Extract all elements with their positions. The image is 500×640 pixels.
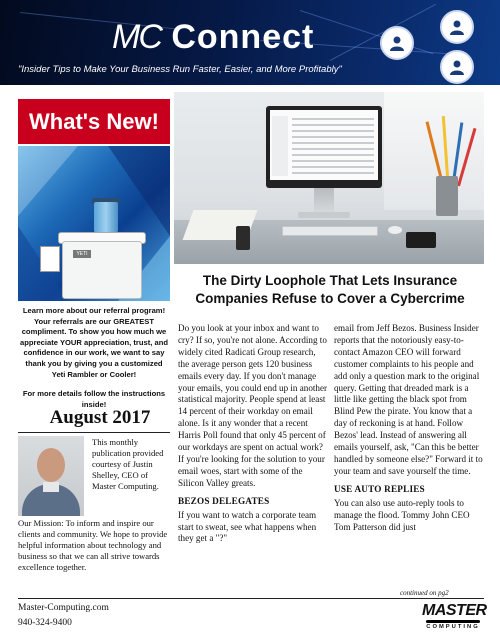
logo-subtext: COMPUTING — [426, 624, 480, 630]
yeti-promo-image — [18, 146, 170, 301]
network-person-icon — [440, 50, 474, 84]
article-column-1 — [178, 323, 328, 545]
issue-date: August 2017 — [49, 407, 151, 428]
article-column-2 — [334, 323, 484, 533]
cooler-logo: YETI — [73, 250, 91, 258]
article-paragraph: You can also use auto-reply tools to manage the flood. Tommy John CEO Tom Patterson did just — [334, 497, 470, 532]
brand-mc: MC — [112, 18, 161, 56]
header-banner — [0, 0, 500, 85]
network-person-icon — [380, 26, 414, 60]
referral-blurb — [18, 306, 170, 410]
article-subhead: BEZOS DELEGATES — [178, 495, 270, 506]
whats-new-heading: What's New! — [18, 99, 170, 144]
brand-rest: Connect — [160, 18, 315, 56]
divider — [18, 432, 170, 433]
desk-computer-photo — [174, 92, 484, 264]
logo-swoosh — [426, 620, 480, 623]
referral-paragraph: Learn more about our referral program! Your referrals are our GREATEST compliment. To show you how much we appreciate YOUR appreciation, trust, and confidence in our work, we want to say thank you by giving you a customized Yeti Rambler or Cooler! — [20, 306, 168, 379]
network-person-icon — [440, 10, 474, 44]
master-computing-logo — [420, 600, 487, 634]
newsletter-tagline: "Insider Tips to Make Your Business Run Faster, Easier, and More Profitably" — [18, 64, 342, 75]
footer-divider — [18, 598, 484, 599]
article-headline: The Dirty Loophole That Lets Insurance Companies Refuse to Cover a Cybercrime — [195, 273, 465, 306]
cooler-tag — [40, 246, 60, 272]
ceo-portrait — [18, 436, 84, 516]
article-paragraph: If you want to watch a corporate team start to sweat, see what happens when they get a "?" — [178, 509, 317, 544]
courtesy-text: This monthly publication provided courtesy of Justin Shelley, CEO of Master Computing. — [92, 437, 164, 491]
newsletter-title — [112, 18, 314, 57]
article-subhead: USE AUTO REPLIES — [334, 483, 425, 494]
mission-statement: Our Mission: To inform and inspire our clients and community. We hope to provide helpful information about technology and business so that we can all strive towards excellence together. — [18, 518, 168, 572]
yeti-tumbler — [94, 202, 118, 234]
logo-word: MASTER — [422, 602, 487, 619]
website-link[interactable]: Master-Computing.com — [18, 603, 109, 613]
continued-note: continued on pg2 — [400, 589, 449, 597]
referral-instructions: For more details follow the instructions inside! — [22, 389, 166, 409]
article-paragraph: email from Jeff Bezos. Business Insider reports that the notoriously easy-to-contact Amazon CEO will forward customer complaints to his people and add only a question mark to the original query. Getting that dreaded mark is a little like getting the black spot from Blind Pew the pirate. You know that a day of reckoning is at hand. Follow Bezos' lead. Instead of answering all emails yourself, ask, "Can this be better handled by someone else?" Forward it to your team and save yourself the time. — [334, 323, 483, 476]
phone-number: 940-324-9400 — [18, 618, 72, 628]
article-paragraph: Do you look at your inbox and want to cry? If so, you're not alone. According to widely cited Radicati Group research, the average person gets 120 business emails every day. If you don't manage your emails, you could end up in another statistical majority. People spend at least 14 percent of their workday on email alone. Is it any wonder that a recent Harris Poll found that only 45 percent of our workdays are spent on actual work? If you're looking for the solution to your email woes, start with some of the Silicon Valley greats. — [178, 323, 328, 488]
